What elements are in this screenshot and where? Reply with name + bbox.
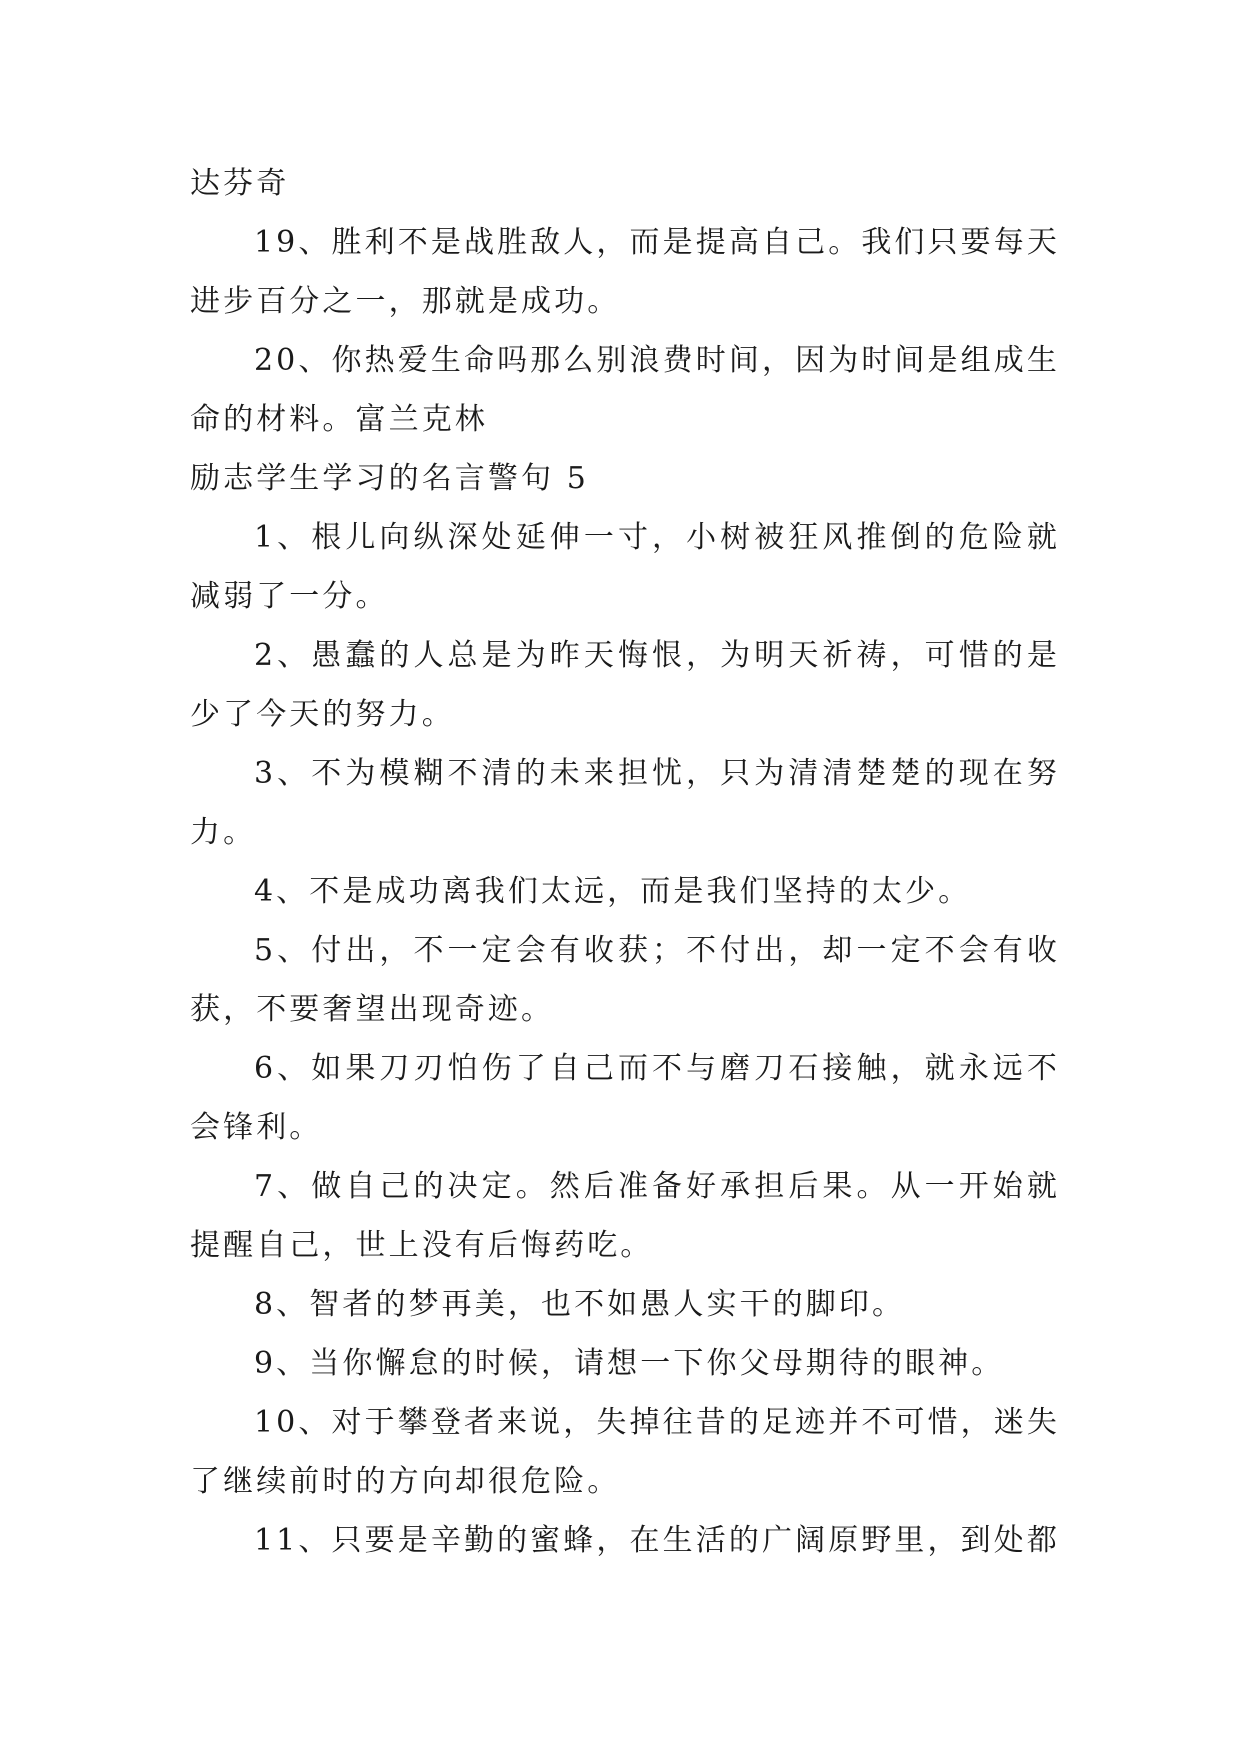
quote-1-line-1: 1、根儿向纵深处延伸一寸，小树被狂风推倒的危险就 (254, 520, 1060, 555)
quote-20-line-1: 20、你热爱生命吗那么别浪费时间，因为时间是组成生 (254, 343, 1060, 378)
quote-6-line-1: 6、如果刀刃怕伤了自己而不与磨刀石接触，就永远不 (254, 1051, 1060, 1086)
quote-8-line-1: 8、智者的梦再美，也不如愚人实干的脚印。 (254, 1287, 906, 1322)
quote-5-line-1: 5、付出，不一定会有收获；不付出，却一定不会有收 (254, 933, 1060, 968)
quote-1-line-2: 减弱了一分。 (190, 579, 389, 614)
quote-9-line-1: 9、当你懈怠的时候，请想一下你父母期待的眼神。 (254, 1346, 1005, 1381)
quote-3-line-2: 力。 (190, 815, 257, 850)
quote-10-line-1: 10、对于攀登者来说，失掉往昔的足迹并不可惜，迷失 (254, 1405, 1060, 1440)
quote-7-line-2: 提醒自己，世上没有后悔药吃。 (190, 1228, 654, 1263)
quote-4-line-1: 4、不是成功离我们太远，而是我们坚持的太少。 (254, 874, 972, 909)
quote-6-line-2: 会锋利。 (190, 1110, 323, 1145)
quote-2-line-1: 2、愚蠢的人总是为昨天悔恨，为明天祈祷，可惜的是 (254, 638, 1060, 673)
quote-7-line-1: 7、做自己的决定。然后准备好承担后果。从一开始就 (254, 1169, 1060, 1204)
quote-11-line-1: 11、只要是辛勤的蜜蜂，在生活的广阔原野里，到处都 (254, 1523, 1060, 1558)
section-heading: 励志学生学习的名言警句 5 (190, 461, 589, 496)
text-line: 达芬奇 (190, 166, 290, 201)
quote-10-line-2: 了继续前时的方向却很危险。 (190, 1464, 621, 1499)
document-body (190, 154, 1060, 1570)
quote-19-line-1: 19、胜利不是战胜敌人，而是提高自己。我们只要每天 (254, 225, 1060, 260)
quote-20-line-2: 命的材料。富兰克林 (190, 402, 488, 437)
quote-19-line-2: 进步百分之一，那就是成功。 (190, 284, 621, 319)
quote-5-line-2: 获，不要奢望出现奇迹。 (190, 992, 555, 1027)
quote-3-line-1: 3、不为模糊不清的未来担忧，只为清清楚楚的现在努 (254, 756, 1060, 791)
quote-2-line-2: 少了今天的努力。 (190, 697, 455, 732)
